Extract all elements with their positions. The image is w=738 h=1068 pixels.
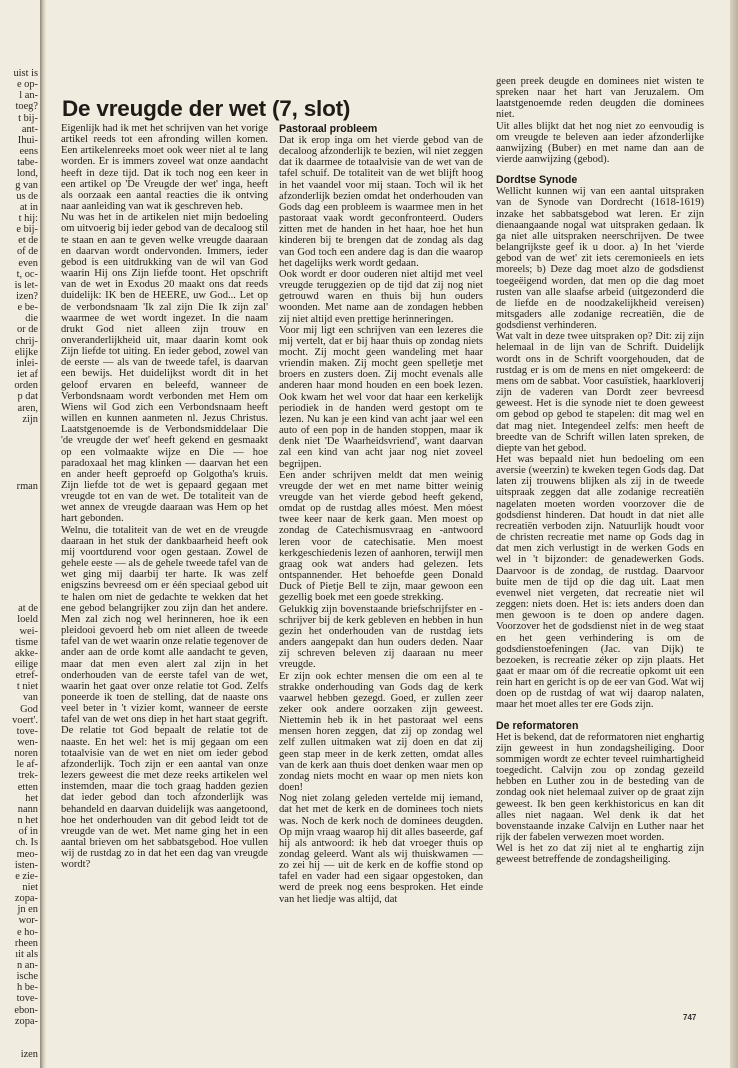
previous-page-fragment: n an- [16, 960, 38, 971]
previous-page-fragment: us de [16, 190, 38, 202]
previous-page-fragment: aren, [17, 402, 38, 414]
paragraph: Een ander schrijven meldt dat men weinig vreugde der wet en met name bitter weinig vreugde van het vierde gebod heeft gekend, omdat op de rustdag alles móest. Men móest twee keer naar de kerk gaan. Men moest op zondag de Catechismusvraag en -antwoord leren voor de catechisatie. Men moest kerkgeschiedenis lezen of aanhoren, terwijl men graag ook wat anders had gelezen. Iets ontspannender. Het behoefde geen Donald Duck of Pietje Bell te zijn, maar gewoon een gezellig boek met een goede strekking. [279, 469, 483, 604]
previous-page-fragment: van [22, 692, 38, 704]
previous-page-fragment: God [20, 703, 38, 715]
paragraph: Wat valt in deze twee uitspraken op? Dit: zij zijn helemaal in de lijn van de Schrift. Duidelijk wordt ons in de Schrift voorgehouden, dat de rustdag er is om de mens en niet omgekeerd: de mens om de sabbat. Voor casuïstiek, haarkloverij zijn de vaderen van Dordt zeer bevreesd geweest. Het is die synode niet te doen geweest om gebod op gebod te stapelen: dit mag wel en dat mag niet. Integendeel zelfs: men heeft de breedte van de Schrift willen laten spreken, de diepte van het gebod. [496, 331, 704, 454]
paragraph: Nog niet zolang geleden vertelde mij iemand, dat het met de kerk en de dominees toch niets was. Noch de kerk noch de dominees deugden. Op mijn vraag waarop hij dit alles baseerde, gaf hij als antwoord: ik heb dat vroeger thuis op zondag geleerd. Want als wij thuiskwamen — zo zei hij — uit de kerk en de koffie stond op tafel en vader had een sigaar opgestoken, dan werd de preek nog eens besproken. Het einde van het liedje was altijd, dat [279, 793, 483, 905]
previous-page-fragment: wen- [17, 737, 38, 748]
previous-page-fragment: loeld [17, 614, 38, 626]
previous-page-fragment: t hij: [18, 212, 38, 224]
previous-page-fragment: tisme [15, 636, 38, 648]
paragraph: Er zijn ook echter mensen die om een al te strakke onderhouding van Gods dag de kerk vaarwel hebben gezegd. Goed, er zullen zeer zeker ook andere oorzaken zijn geweest. Niettemin heb ik in het pastoraat wel eens mensen horen zeggen, dat zij op zondag wel zelf zullen uitmaken wat zij doen en dat zij geen stap meer in de kerk zetten, omdat alles van de kerk aan thuis doet denken waar men op zondag niets mocht en waar op men niets kon doen! [279, 670, 483, 794]
paragraph: Wel is het zo dat zij niet al te enghartig zijn geweest betreffende de zondagsheiliging. [496, 843, 704, 866]
paragraph: Uit alles blijkt dat het nog niet zo eenvoudig is om vreugde te beleven aan ieder afzonderlijke aanwijzing (Buber) en met name dan aan de vierde aanwijzing (gebod). [496, 120, 704, 166]
previous-page-fragment: ische [16, 971, 38, 983]
previous-page-fragment: eens [19, 146, 38, 158]
previous-page-fragment: g van [15, 179, 38, 191]
section-spacer [496, 711, 704, 720]
previous-page-fragment: is let- [14, 279, 38, 291]
previous-page-fragment: chrij- [15, 335, 38, 347]
previous-page-fragment: zijn [22, 413, 38, 425]
paragraph: Het was bepaald niet hun bedoeling om een aversie (weerzin) te kweken tegen Gods dag. Dat laten zij trouwens blijken als zij in de tweede uitspraak zeggen dat alle zodanige recreatiën nagelaten moeten worden voorzover die de godsdienst hinderen. Dat houdt in dat niet alle recreatiën verboden zijn. Natuurlijk houdt voor de christen recreatie met name op Gods dag in dat men zich verlustigt in de werken Gods en wel in 't bijzonder: de genadewerken Gods. Daarvoor is de zondag, de rustdag. Daarvoor buite men de tijd op die dag uit. Laat men evenwel niet vergeten, dat recreatie niet wil zeggen: niets doen. Het is: iets anders doen dan men gewoon is te doen op andere dagen. Voorzover het de godsdienst niet in de weg staat en het geen verhindering is om de godsdienstoefeningen (Jac. van Dijk) te bezoeken, is recreatie zéker op zijn plaats. Het gaat er maar om óf die recreatie opkomt uit een rein hart en gericht is op de eer van God. Wat wij doen op de rustdag of wat wij daarop nalaten, maar het moet alles ter ere Gods zijn. [496, 454, 704, 711]
previous-page-fragment: wor- [18, 915, 38, 927]
page-number: 747 [683, 1013, 697, 1022]
section-heading: Dordtse Synode [496, 174, 578, 187]
previous-page-fragment: orden [14, 380, 38, 392]
previous-page-fragment: p dat [17, 391, 38, 403]
previous-page-fragment: tove- [16, 725, 38, 737]
paragraph: Nu was het in de artikelen niet mijn bedoeling om uitvoerig bij ieder gebod van de decaloog stil te staan en aan te geven welke vreugde daaraan en daarvan wordt ondervonden. Immers, ieder gebod is een uitdrukking van de wil van God waarin Hij ons Zijn liefde toont. Het opschrift van de wet in Exodus 20 maakt ons dat reeds duidelijk: IK ben de HEERE, uw God... Let op de verbondsnaam 'Ik zal zijn Die Ik zijn zal' waarmee de wet wordt ingezet. In die naam drukt God niet alleen zijn trouw en onveranderlijkheid uit, maar daarin komt ook Zijn liefde tot uiting. En ieder gebod, zowel van de eerste — als van de tweede tafel, is daarvan een bewijs. Het duidelijkst wordt dit in het geloof ervaren en beleefd, wanneer de Verbondsnaam wordt verbonden met Hem om Wiens wil God zich een Verbondsnaam heeft willen en kunnen aanmeten nl. Jezus Christus. Laatstgenoemde is de Verbondsmiddelaar Die 'de vreugde der wet' heeft gekend en gesmaakt op een volmaakte wijze en Die — hoe paradoxaal het mag klinken — daarvan het een en ander heeft geproefd op Golgotha's kruis. Zijn liefde tot de wet is gepaard gegaan met vreugde tot en van de wet. De totaliteit van de wet annex de vreugde daaraan was Hem op het hart gebonden. [61, 212, 268, 525]
previous-page-fragment: ch. Is [15, 837, 38, 849]
previous-page-fragment: meo- [16, 848, 38, 860]
paragraph: Welnu, die totaliteit van de wet en de vreugde daaraan in het stuk der dankbaarheid heeft ook mij voortdurend voor ogen gestaan. Zowel de gehele eeste — als de gehele tweede tafel van de wet ging mij daarbij ter harte. Ik was zelf enigszins bevreesd om er één speciaal gebod uit te halen om niet de gedachte te wekken dat het ene gebod belangrijker zou zijn dan het andere. Men zal zich nog wel herinneren, hoe ik een pleidooi gevoerd heb om niet alleen de tweede tafel van de wet waarin onze relatie tegenover de ander aan de orde komt alle aandacht te geven, maar dat men even alert zal zijn in het onderhouden van de eerste tafel van de wet, waarin het gaat over onze relatie tot God. Zelfs poneerde ik toen de stelling, dat de naaste ons veel beter in 't vizier komt, wanneer de eerste tafel van de wet ons diep in het hart staat gegrift. De relatie tot God bepaalt de relatie tot de naaste. En het wel: het is mij gegaan om een totaalvisie van de wet en niet om ieder gebod afzonderlijk. Toch zijn er een aantal van onze lezers geweest die met deze reeks artikelen wel instemden, maar die toch graag hadden gezien dat ieder gebod dan toch afzonderlijk was behandeld en daarvan duidelijk was aangetoond, hoe het onderhouden van dit gebod leidt tot de vreugde van de wet. Met name ging het in een aantal brieven om het sabbatsgebod. Hoe vullen wij de rustdag zo in dat het een dag van vreugde wordt? [61, 524, 268, 871]
previous-page-fragment: isten- [14, 859, 38, 871]
article-title: De vreugde der wet (7, slot) [62, 96, 351, 121]
previous-page-fragment: h be- [16, 982, 38, 994]
previous-page-fragment: jn en [17, 904, 38, 916]
previous-page-fragment: e bij- [16, 224, 38, 236]
previous-page-fragment: t bij- [18, 112, 38, 124]
column-3 [496, 76, 704, 1016]
previous-page-fragment: toeg? [15, 101, 38, 113]
paragraph: Dat ik erop inga om het vierde gebod van de decaloog afzonderlijk te bezien, wil niet zeggen dat ik daarmee de totaalvisie van de wet van de tafel schuif. De totaliteit van de wet blijft hoog in het vaandel voor mij staan. Toch wil ik het afzonderlijk bezien omdat het onderhouden van Gods dag een probleem is waarmee men in het pastoraat vaak wordt geconfronteerd. Ouders zitten met de handen in het haar, hoe het hun kinderen bij te brengen dat de zondag als dag van God toch een andere dag is dan die waarop het dagelijks werk wordt gedaan. [279, 135, 483, 269]
previous-page-fragment: n het [17, 815, 38, 827]
previous-page-fragment: at in [19, 201, 38, 213]
previous-page-fragment: akke- [14, 647, 38, 659]
previous-page-fragment: t niet [16, 681, 38, 693]
previous-page-fragment: lond, [16, 168, 38, 180]
section-spacer [496, 165, 704, 174]
previous-page-fragment: tabe- [17, 157, 38, 169]
paragraph: Voor mij ligt een schrijven van een lezeres die mij vertelt, dat er bij haar thuis op zondag niets mocht. Zij mocht geen wandeling met haar vriendin maken. Zij mocht geen spelletje met broers en zusters doen. Zij mocht evenals alle anderen haar mond houden en een boek lezen. Ook kwam het wel voor dat haar een kerkelijk periodiek in de handen werd gestopt om te lezen. Nu kan je een kind van acht jaar wel een auto of een pop in de handen stoppen, maar ik denk niet 'De Waarheidsvriend', want daarvan zal een kind van acht jaar nog niet zoveel begrijpen. [279, 324, 483, 470]
previous-page-fragment: uist is [13, 68, 38, 79]
section-heading: De reformatoren [496, 719, 579, 732]
previous-page-fragment: ıit als [15, 948, 38, 960]
previous-page-fragment: wei- [19, 625, 38, 637]
previous-page-fragment: ebon- [14, 1004, 38, 1016]
previous-page-fragment: e be- [17, 302, 38, 314]
previous-page-fragment: etten [17, 781, 38, 793]
previous-page-fragment: tove- [16, 993, 38, 1005]
paragraph: Eigenlijk had ik met het schrijven van het vorige artikel reeds tot een afronding willen komen. Een artikelenreeks moet ook weer niet al te lang worden. Er is immers zoveel wat onze aandacht heeft in deze tijd. Dat ik toch nog een keer in een artikel op 'De Vreugde der wet' inga, heeft als oorzaak een aantal reacties die ik ontving naar aanleiding van wat ik geschreven heb. [61, 123, 268, 213]
section-heading: Pastoraal probleem [279, 123, 378, 135]
previous-page-fragment: even [18, 257, 38, 269]
previous-page-fragment: eilige [14, 658, 38, 670]
previous-page-fragment: ant- [21, 123, 38, 135]
previous-page-fragment: rheen [14, 937, 38, 949]
previous-page-fragment: Ihui- [17, 134, 38, 146]
previous-page-fragment: le af- [16, 759, 38, 771]
column-2 [279, 123, 483, 1023]
previous-page-fragment: izen? [16, 291, 38, 302]
previous-page-column [0, 68, 40, 1061]
previous-page-fragment: het [25, 792, 38, 804]
previous-page-fragment: of de [16, 246, 38, 258]
paragraph: Ook wordt er door ouderen niet altijd met veel vreugde teruggezien op de tijd dat zij nog niet getrouwd waren en thuis bij hun ouders woonden. Met name aan de zondagen hebben zij niet altijd even prettige herinneringen. [279, 268, 483, 325]
previous-page-fragment: etref- [15, 670, 38, 682]
previous-page-fragment: die [25, 313, 38, 325]
paragraph: Gelukkig zijn bovenstaande briefschrijfster en -schrijver bij de kerk gebleven en hebben in hun gezin het onderhouden van de rustdag iets anders aangepakt dan hun ouders deden. Naar zij schreven beleven zij daaraan nu meer vreugde. [279, 603, 483, 671]
paragraph: Wellicht kunnen wij van een aantal uitspraken van de Synode van Dordrecht (1618-1619) inzake het sabbatsgebod wat leren. Er zijn dienaangaande nogal wat uitspraken gedaan. Ik ga niet alle uitspraken neerschrijven. De twee belangrijkste geef ik u door. a) In het 'vierde gebod van de wet' zit iets ceremonieels en iets moreels; b) Deze dag moet alzo de godsdienst toegeëigend worden, dat men op die dag moet rusten van alle slaafse arbeid (uitgezonderd die de liefde en de noodzakelijkheid vereisen) mitsgaders alle zodanige recreatiën, die de godsdienst verhinderen. [496, 186, 704, 332]
previous-page-fragment: nann [17, 803, 38, 815]
page-fold [40, 0, 46, 1068]
previous-page-fragment: trek- [18, 770, 38, 782]
previous-page-fragment: et de [18, 235, 38, 247]
previous-page-fragment: l an- [19, 90, 38, 102]
previous-page-fragment: t, oc- [16, 268, 38, 280]
previous-page-fragment: or de [16, 324, 38, 336]
previous-page-fragment: inlei- [16, 357, 38, 369]
previous-page-fragment: rman [16, 480, 38, 492]
page-edge [730, 0, 738, 1068]
column-1 [61, 123, 268, 983]
previous-page-fragment: niet [22, 881, 38, 893]
previous-page-fragment: izen [20, 1049, 38, 1061]
paragraph: geen preek deugde en dominees niet wisten te spreken naar het hart van Jeruzalem. Om laatstgenoemde reden deugden die dominees niet. [496, 76, 704, 121]
previous-page-fragment: at de [18, 603, 38, 615]
paragraph: Het is bekend, dat de reformatoren niet enghartig zijn geweest in hun zondagsheiliging. Door sommigen wordt ze echter teveel ruimhartigheid toegedicht. Calvijn zou op zondag gezeild hebben en Luther zou in de besteding van de zondag ook niet helemaal zuiver op de graat zijn geweest. Ik ben geen kerkhistoricus en kan dit alles niet nagaan. Wel denk ik dat het bovenstaande inzake Calvijn en Luther naar het rijk der fabelen verwezen moet worden. [496, 731, 704, 843]
previous-page-fragment: voert'. [12, 714, 38, 726]
previous-page-fragment: e zie- [15, 870, 38, 882]
previous-page-fragment: elijke [14, 346, 38, 358]
previous-page-fragment: zopa- [14, 893, 38, 905]
previous-page-fragment: e op- [16, 79, 38, 91]
previous-page-fragment: iet af [16, 369, 38, 381]
previous-page-fragment: noren [14, 748, 38, 760]
previous-page-fragment: of in [18, 826, 38, 838]
previous-page-fragment: e ho- [16, 926, 38, 938]
previous-page-fragment: zopa- [14, 1015, 38, 1027]
